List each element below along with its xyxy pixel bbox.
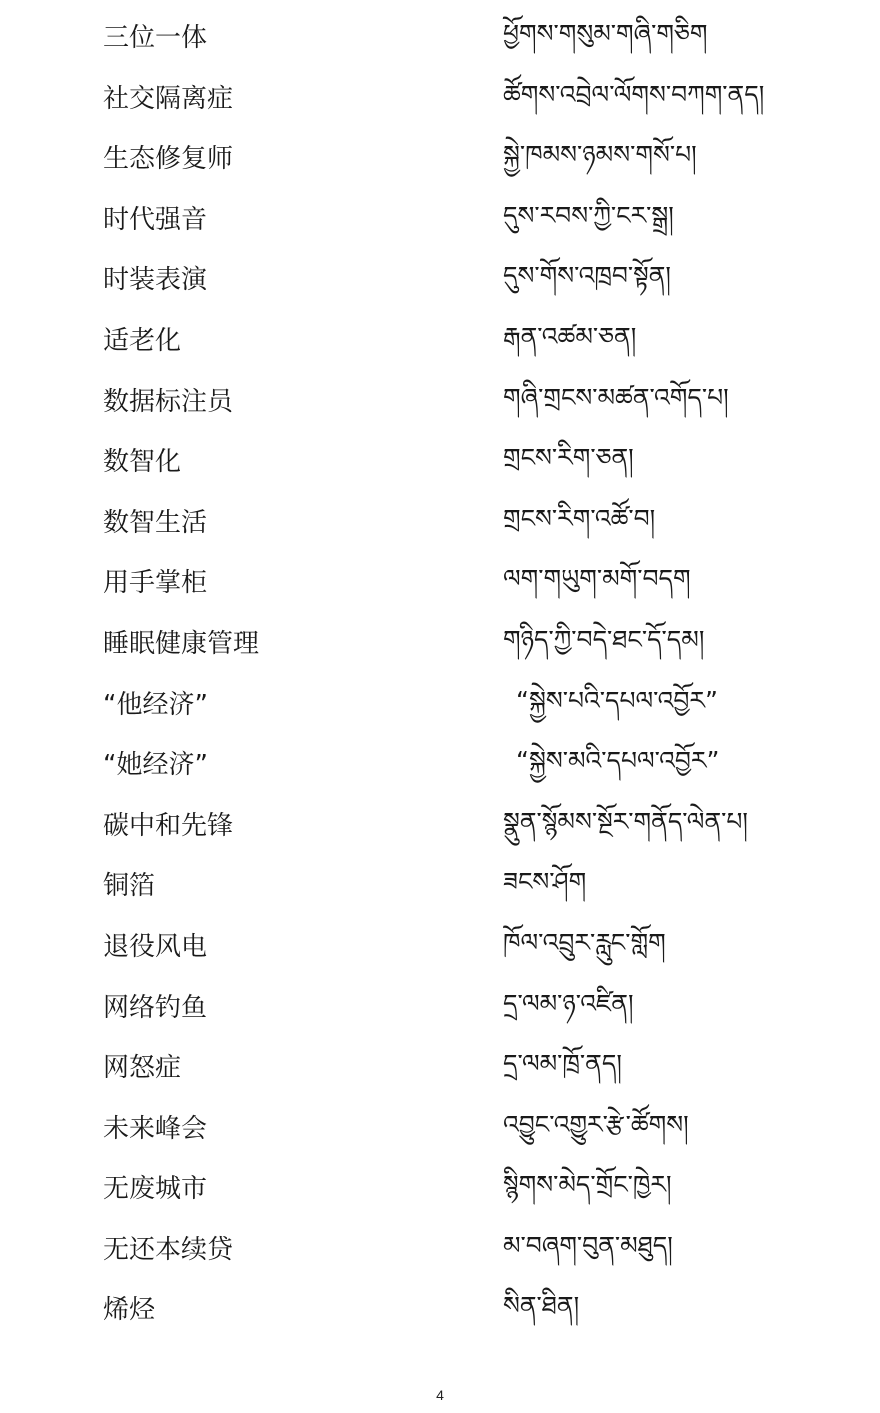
chinese-term: 烯烃 bbox=[103, 1295, 156, 1326]
glossary-row bbox=[0, 1220, 880, 1281]
tibetan-term: སྙིགས་མེད་གྲོང་ཁྱེར། bbox=[503, 1170, 672, 1200]
tibetan-term: དུས་རབས་ཀྱི་ངར་སྒྲ། bbox=[503, 200, 674, 230]
glossary-row bbox=[0, 1280, 880, 1341]
glossary-row bbox=[0, 735, 880, 796]
glossary-row bbox=[0, 129, 880, 190]
chinese-term: 退役风电 bbox=[103, 931, 208, 962]
tibetan-term: སིན་ཐིན། bbox=[503, 1291, 580, 1321]
glossary-row bbox=[0, 190, 880, 251]
chinese-term: 网络钓鱼 bbox=[103, 992, 208, 1023]
tibetan-term: ཁོལ་འབྲུར་རླུང་གློག bbox=[503, 927, 666, 957]
glossary-row bbox=[0, 978, 880, 1039]
tibetan-term: རྒན་འཚམ་ཅན། bbox=[503, 321, 637, 351]
chinese-term: 无废城市 bbox=[103, 1174, 208, 1205]
glossary-row bbox=[0, 1159, 880, 1220]
chinese-term: 社交隔离症 bbox=[103, 83, 234, 114]
tibetan-term: ཚོགས་འབྲེལ་ལོགས་བཀག་ནད། bbox=[503, 79, 765, 109]
tibetan-term: དྲ་ལམ་ཁྲོ་ནད། bbox=[503, 1049, 622, 1079]
glossary-row bbox=[0, 796, 880, 857]
tibetan-term: ལག་གཡུག་མགོ་བདག bbox=[503, 564, 691, 594]
glossary-row bbox=[0, 675, 880, 736]
chinese-term: 时装表演 bbox=[103, 265, 208, 296]
glossary-row bbox=[0, 1099, 880, 1160]
glossary-row bbox=[0, 69, 880, 130]
chinese-term: 生态修复师 bbox=[103, 144, 234, 175]
chinese-term: 睡眠健康管理 bbox=[103, 628, 260, 659]
tibetan-term: འབྱུང་འགྱུར་རྩེ་ཚོགས། bbox=[503, 1109, 689, 1139]
chinese-term: 网怒症 bbox=[103, 1053, 182, 1084]
page-number: 4 bbox=[436, 1387, 444, 1403]
tibetan-term: “སྐྱེས་མའི་དཔལ་འབྱོར” bbox=[516, 746, 720, 776]
tibetan-term: སྣུན་སྙོམས་སྔོར་གནོད་ལེན་པ། bbox=[503, 806, 748, 836]
glossary-row bbox=[0, 432, 880, 493]
tibetan-term: གཞི་གྲངས་མཚན་འགོད་པ། bbox=[503, 382, 729, 412]
tibetan-term: ཟངས་ཤོག bbox=[503, 867, 587, 897]
tibetan-term: གྲངས་རིག་འཚོ་བ། bbox=[503, 503, 656, 533]
tibetan-term: སྐྱེ་ཁམས་ཉམས་གསོ་པ། bbox=[503, 140, 697, 170]
glossary-list bbox=[0, 8, 880, 1341]
glossary-row bbox=[0, 250, 880, 311]
chinese-term: 用手掌柜 bbox=[103, 568, 208, 599]
chinese-term: 适老化 bbox=[103, 325, 182, 356]
chinese-term: 三位一体 bbox=[103, 23, 208, 53]
chinese-term: 时代强音 bbox=[103, 204, 208, 235]
tibetan-term: ཕྱོགས་གསུམ་གཞི་གཅིག bbox=[503, 19, 708, 48]
tibetan-term: དྲ་ལམ་ཉ་འཛིན། bbox=[503, 988, 634, 1018]
glossary-row bbox=[0, 1038, 880, 1099]
chinese-term: 碳中和先锋 bbox=[103, 810, 234, 841]
tibetan-term: གྲངས་རིག་ཅན། bbox=[503, 443, 634, 473]
glossary-row bbox=[0, 856, 880, 917]
tibetan-term: གཉིད་ཀྱི་བདེ་ཐང་དོ་དམ། bbox=[503, 624, 705, 654]
chinese-term: 数智生活 bbox=[103, 507, 208, 538]
glossary-row bbox=[0, 8, 880, 69]
chinese-term: “她经济” bbox=[103, 750, 208, 781]
chinese-term: 无还本续贷 bbox=[103, 1234, 234, 1265]
glossary-row bbox=[0, 493, 880, 554]
tibetan-term: དུས་གོས་འཁྲབ་སྟོན། bbox=[503, 261, 671, 291]
chinese-term: “他经济” bbox=[103, 689, 208, 720]
glossary-row bbox=[0, 553, 880, 614]
chinese-term: 铜箔 bbox=[103, 871, 156, 902]
tibetan-term: “སྐྱེས་པའི་དཔལ་འབྱོར” bbox=[516, 685, 718, 715]
tibetan-term: མ་བཞག་བུན་མཐུད། bbox=[503, 1230, 673, 1260]
glossary-row bbox=[0, 311, 880, 372]
chinese-term: 数智化 bbox=[103, 447, 182, 478]
glossary-row bbox=[0, 917, 880, 978]
chinese-term: 数据标注员 bbox=[103, 386, 234, 417]
glossary-row bbox=[0, 372, 880, 433]
chinese-term: 未来峰会 bbox=[103, 1113, 208, 1144]
glossary-row bbox=[0, 614, 880, 675]
